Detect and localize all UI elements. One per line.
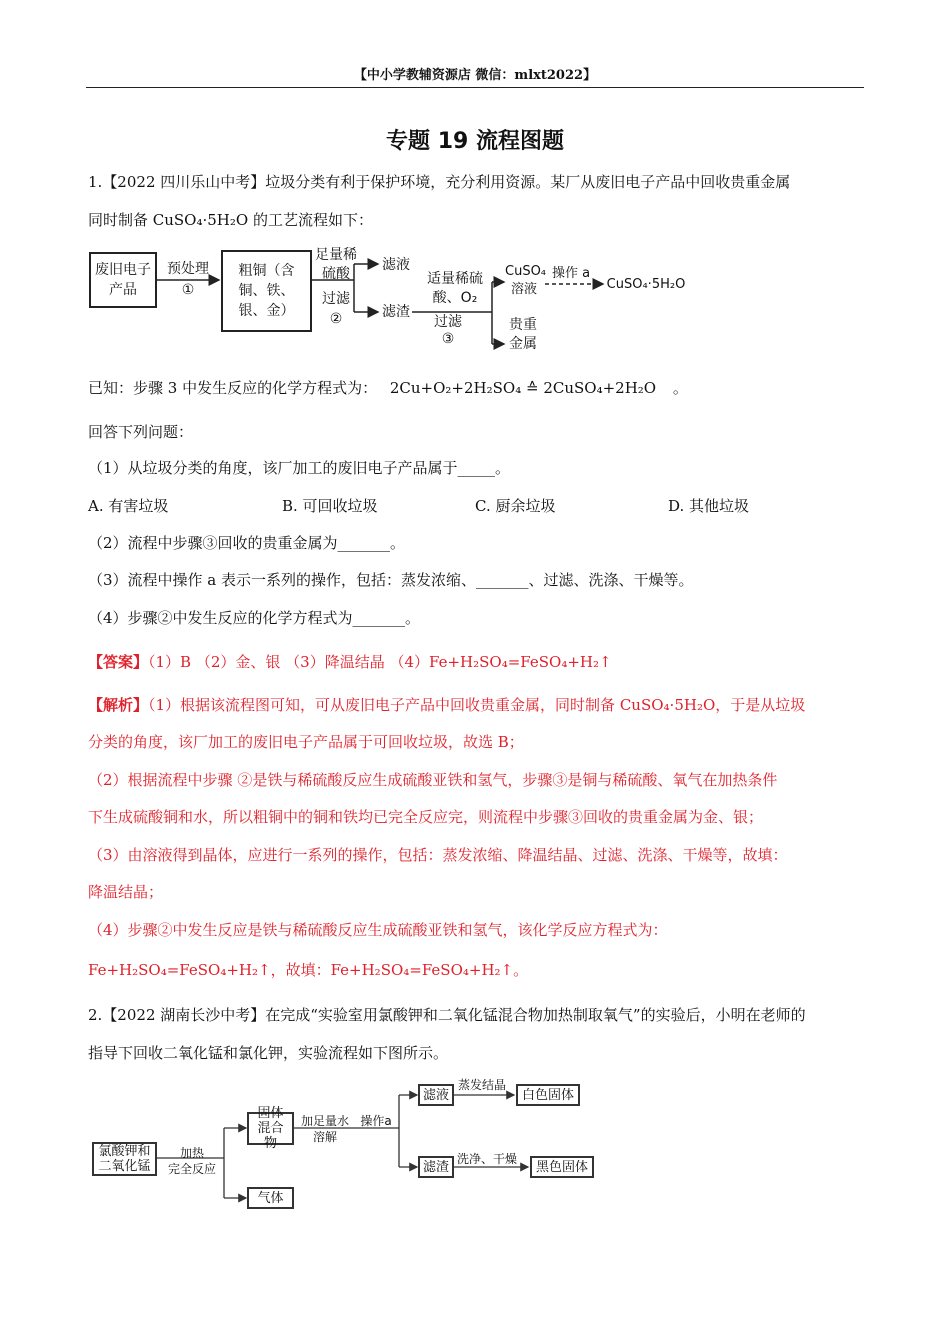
- q1-analysis-line4: 下生成硫酸铜和水，所以粗铜中的铜和铁均已完全反应完，则流程中步骤③回收的贵重金属为金、银；: [88, 808, 764, 826]
- q1-analysis-line8: Fe+H₂SO₄=FeSO₄+H₂↑，故填：Fe+H₂SO₄=FeSO₄+H₂↑。: [88, 961, 529, 979]
- page-header: 【中小学教辅资源店 微信：mlxt2022】: [353, 68, 597, 83]
- q1-intro-line2: 同时制备 CuSO₄·5H₂O 的工艺流程如下：: [88, 211, 373, 229]
- q1-analysis-line2: 分类的角度，该厂加工的废旧电子产品属于可回收垃圾，故选 B；: [88, 733, 524, 751]
- q2-intro-line2: 指导下回收二氧化锰和氯化钾，实验流程如下图所示。: [88, 1044, 449, 1062]
- q2-box-black-solid: 黑色固体: [530, 1156, 594, 1178]
- q2-box-filtrate: 滤液: [418, 1084, 454, 1106]
- q1-analysis-line6: 降温结晶；: [88, 883, 164, 901]
- q1-step3-filter: 过滤: [434, 314, 462, 330]
- q1-step3-num: ③: [441, 331, 455, 347]
- q1-analysis-line3: （2）根据流程中步骤 ②是铁与稀硫酸反应生成硫酸亚铁和氢气，步骤③是铜与稀硫酸、氧气在加热条件: [88, 771, 778, 789]
- q2-wash-dry-label: 洗净、干燥: [456, 1152, 517, 1166]
- q1-residue-label: 滤渣: [382, 304, 410, 320]
- q1-operation-a-label: 操作 a: [551, 266, 591, 281]
- answer-text: （1）B （2）金、银 （3）降温结晶 （4）Fe+H₂SO₄=FeSO₄+H₂↑: [148, 653, 612, 671]
- q1-known-text: 已知：步骤 3 中发生反应的化学方程式为：: [88, 379, 378, 397]
- q1-intro-line1: 1.【2022 四川乐山中考】垃圾分类有利于保护环境，充分利用资源。某厂从废旧电子产品中回收贵重金属: [88, 173, 791, 191]
- q2-dissolve-label: 加足量水: [300, 1114, 349, 1128]
- q2-intro-line1: 2.【2022 湖南长沙中考】在完成“实验室用氯酸钾和二氧化锰混合物加热制取氧气”的实验后，小明在老师的: [88, 1006, 806, 1024]
- q1-step1-num: ①: [181, 282, 195, 298]
- q2-dissolve-sub-label: 溶解: [312, 1130, 337, 1144]
- q1-analysis-line5: （3）由溶液得到晶体，应进行一系列的操作，包括：蒸发浓缩、降温结晶、过滤、洗涤、干燥等，故填：: [88, 846, 788, 864]
- q1-filtrate-label: 滤液: [382, 257, 410, 273]
- answer-tag: 【答案】: [88, 653, 149, 671]
- q2-complete-reaction-label: 完全反应: [167, 1162, 216, 1176]
- q1-step3-reagent: 适量稀硫酸、O₂: [427, 271, 483, 306]
- analysis-tag: 【解析】: [88, 696, 149, 714]
- q2-heat-label: 加热: [179, 1146, 204, 1160]
- q1-box-crude-copper: 粗铜（含铜、铁、银、金）: [221, 250, 312, 332]
- q2-box-residue: 滤渣: [418, 1156, 454, 1178]
- q2-operation-a-label: 操作a: [360, 1114, 392, 1128]
- page-title: 专题 19 流程图题: [386, 129, 564, 154]
- q1-answer-prompt: 回答下列问题：: [88, 423, 194, 441]
- q2-box-start: 氯酸钾和二氧化锰: [92, 1142, 157, 1176]
- q1-known-end: 。: [672, 379, 688, 397]
- q1-option-a: A. 有害垃圾: [88, 497, 169, 515]
- q1-sub2: （2）流程中步骤③回收的贵重金属为_______。: [88, 534, 406, 552]
- q1-product-label: CuSO₄·5H₂O: [606, 277, 686, 292]
- analysis-text-1: （1）根据该流程图可知，可从废旧电子产品中回收贵重金属，同时制备 CuSO₄·5H₂O，于是从垃圾: [148, 696, 806, 714]
- q1-analysis-line7: （4）步骤②中发生反应是铁与稀硫酸反应生成硫酸亚铁和氢气，该化学反应方程式为：: [88, 921, 668, 939]
- q1-step1-label: 预处理: [167, 261, 209, 277]
- q1-precious-metal-label: 贵重金属: [509, 317, 537, 352]
- q1-known-equation: 2Cu+O₂+2H₂SO₄ ≙ 2CuSO₄+2H₂O: [389, 379, 657, 397]
- q1-option-c: C. 厨余垃圾: [475, 497, 556, 515]
- q1-box-waste-electronics: 废旧电子产品: [89, 252, 157, 308]
- q2-box-gas: 气体: [247, 1187, 294, 1209]
- q1-cuso4-solution: CuSO₄溶液: [505, 264, 547, 297]
- q1-sub1: （1）从垃圾分类的角度，该厂加工的废旧电子产品属于_____。: [88, 459, 511, 477]
- q1-sub3: （3）流程中操作 a 表示一系列的操作，包括：蒸发浓缩、_______、过滤、洗涤、干燥等。: [88, 571, 694, 589]
- q2-evaporate-label: 蒸发结晶: [457, 1078, 506, 1092]
- q1-option-d: D. 其他垃圾: [668, 497, 750, 515]
- q1-step2-num: ②: [329, 311, 343, 327]
- q2-box-solid-mixture: 固体混合物: [247, 1112, 294, 1145]
- q1-step2-filter: 过滤: [322, 291, 350, 307]
- q1-sub4: （4）步骤②中发生反应的化学方程式为_______。: [88, 609, 421, 627]
- q1-step2-reagent: 足量稀硫酸: [315, 247, 357, 282]
- q1-option-b: B. 可回收垃圾: [282, 497, 378, 515]
- q2-box-white-solid: 白色固体: [516, 1084, 580, 1106]
